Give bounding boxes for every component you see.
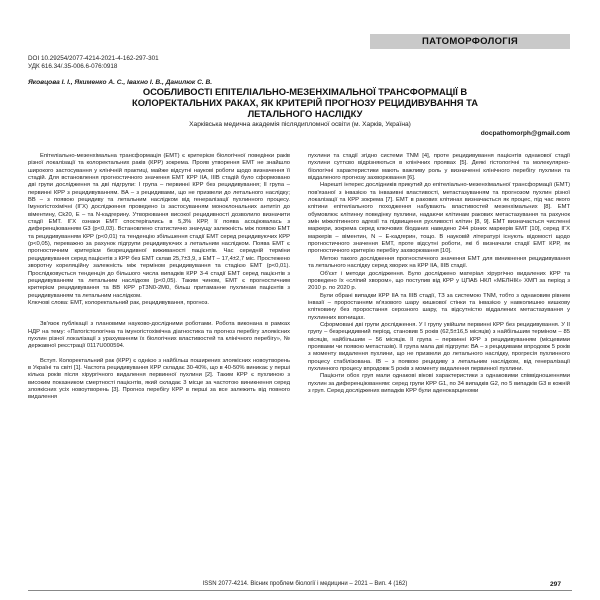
body-paragraph: Були обрані випадки КРР ІІА та ІІІВ стадії, ТЗ за системою TNM, тобто з однаковим рівнем інвазії – проростанням м'язового шару кишкової стінки та інвазією у навколишню кишкову клітковину без проростання серозного шару, та відсутністю віддалених метастазування у пухлинних вогнищах. <box>308 292 570 321</box>
section-header-bar <box>370 34 570 49</box>
keywords-paragraph: Ключові слова: ЕМТ, колоректальний рак, рецидивування, прогноз. <box>28 299 209 306</box>
authors-line: Яковцова І. І., Якименко А. С., Івахно І. В., Данилюк С. В. <box>28 79 213 86</box>
intro-paragraph: Вступ. Колоректальний рак (КРР) є однією з найбільш поширених злоякісних новоутворень в Україні та світі [1]. Частота рецидивування КРР складає 30-40%, що в 40-50% виникає у перші кілька років після хірургічного видалення первинної пухлини [2]. Таким КРР є пухлиною з високим показником смертності пацієнтів, який складає 3 місце за частотою виникнення серед злоякісних усіх новоутворень [3]. Прогноз перебігу КРР в перші за все залежить від повного видалення <box>28 357 290 401</box>
body-paragraph: Сформовані дві групи дослідження. У І групу увійшли первинні КРР без рецидивування. У ІІ групу – безрецидивний період, становив 5 років (62,5±16,5 місяців) з найбільшим терміном – 85 місяців, найбільшим – 56 місяців. ІІ група – первинні КРР з рецидивуванням (місцевими проявами чи появою метастазів). ІІ група мала дві підгрупи: ВА – з рецидивами впродовж 5 років з моменту видалення пухлини, що не призвели до летального наслідку, прогресія пухлинного процесу стабілізована. ІВ – з появою рецидиву з летальним наслідком, від генералізації пухлинного процесу впродовж 5 років з моменту видалення первинної пухлини. <box>308 321 570 372</box>
udk-line: УДК 616.34/.35-006.6-076:0918 <box>28 63 118 70</box>
journal-footer: ISSN 2077-4214. Вісник проблем біології і медицини – 2021 – Вип. 4 (162) <box>202 581 408 587</box>
footer-divider <box>28 590 572 591</box>
contact-email: docpathomorph@gmail.com <box>480 130 570 137</box>
body-paragraph: Пацієнти обох груп мали однакові вікові характеристики з однаковими співвідношеннями пухлин за диференціюванням: серед групи КРР G1, по 34 випадків G2, по 5 випадків G3 в кожній з груп. Серед досліджених випадків КРР були аденокарциноми <box>308 373 570 394</box>
body-paragraph: пухлини та стадії згідно системи TNM [4], проте рецидивування пацієнтів однакової стадії пухлини суттєво відрізняються в клінічних проявах [5]. Деякі гістологічні та молекулярно-біологічні характеристики мають важливу роль у визначенні клінічного перебігу пухлини та віддаленого прогнозу захворювання [6]. <box>308 153 570 182</box>
aim-paragraph: Метою такого дослідження прогностичного значення ЕМТ для виникнення рецидивування та летального наслідку серед хворих на КРР IIА, IIIВ стадії. <box>308 255 570 270</box>
research-link-paragraph: Зв'язок публікації з плановими науково-дослідними роботами. Робота виконана в рамках НДР на тему: «Патогістологічна та імуногістохімічна діагностика та прогноз перебігу злоякісних пухлин різної локалізації з урахуванням їх біологічних властивостей та клінічного перебігу», № державної реєстрації 0117U000594. <box>28 321 290 350</box>
page-number: 297 <box>550 581 562 588</box>
left-column <box>28 153 290 402</box>
affiliation: Харківська медична академія післядипломної освіти (м. Харків, Україна) <box>189 121 411 128</box>
section-title: ПАТОМОРФОЛОГІЯ <box>421 36 519 47</box>
abstract-paragraph: Епітеліально-мезенхімальна трансформація (ЕМТ) є критерієм біологічної поведінки раків різної локалізації та колоректальних раків (КРР) зокрема. Прояв утворення ЕМТ не знайшло широкого застосування у клінічній практиці, майже відсутні наукові роботи щодо визначення її стадій. Для встановлення прогностичного значення ЕМТ КРР IIА, IIIВ стадій було сформовано дві групи дослідження та дві підгрупи: І група – первинні КРР без рецидивування; ІІ група – первинні КРР з рецидивуванням. ВА – з рецидивами, що не призвели до летального наслідку; ВВ – з появою рецидиву та летальним наслідком від генералізації пухлинного процесу. Імуногістохімічні (ІГХ) дослідження проведено із застосуванням моноклональних антитіл до віментину, Ck20, E – та N-кадгерину. Утворювання високої рецидивності дозволило визначити стадії ЕМТ. ІГХ ознаки ЕМТ спостерігались в 5,3% КРР, її поява асоціювалась з диференціюванням G3 (р<0,03). Встановлено статистично значущу залежність між появою ЕМТ та рецидивуванням КРР (р<0,01) та тенденцію збільшення стадії ЕМТ серед рецидивуючих КРР (р<0,05), переважно за рахунок підгрупи рецидивуючих з летальним наслідком. Поява ЕМТ є прогностичним критерієм безрецидивної виживаності пацієнтів. Час середній терміни рецидивування серед пацієнтів з КРР без ЕМТ склав 25,7±3,9, з ЕМТ – 17,4±2,7 міс. Простежено зворотну кореляційну залежність між терміном рецидивування та стадією ЕМТ (р<0,01). Прослідковується тенденція до більшого числа випадків КРР 3-4 стадії ЕМТ серед пацієнтів з рецидивуванням та летальним наслідком (р<0,05). Таким чином, ЕМТ є прогностичним критерієм рецидивування та ВВ КРР рТ3N0-2М0, більш притаманне пухлинам пацієнтів з рецидивуванням та летальним наслідком. <box>28 153 290 299</box>
methods-paragraph: Об'єкт і методи дослідження. Було досліджено матеріал хірургічно видалених КРР та проведено їх «сліпий хвором», що поступив від КРР у ЦПАБ НКЛ «МЕЛНІК» ХМП за період з 2010 р. по 2020 р. <box>308 270 570 292</box>
right-column <box>308 153 570 395</box>
doi-line: DOI 10.29254/2077-4214-2021-4-162-297-301 <box>28 55 159 62</box>
body-paragraph: Нарешті інтерес дослідників прикутий до епітеліально-мезенхімальної трансформації (ЕМТ) пов'язаної з інвазією та інвазивні властивості, метастазуванням та прогнозом пухлин різної локалізації та КРР зокрема [7]. ЕМТ в ракових клітинах визначається як процес, під час якого клітини епітеліального походження набувають властивостей мезенхімальних [8]. ЕМТ обумовлює клітинну поведінку пухлини, надаючи клітинам ракових метастазування та рахунок змін міжклітинного адгезії та підвищення рухливості клітин [8, 9]. ЕМТ визначається численні маркери, зокрема серед ключових біоданих наведено 244 різних маркерів ЕМТ [10], серед ІГХ маркерів – віментин, N – Е-кадгерин, тощо. В науковій літературі існують відомості щодо прогностичного значення ЕМТ, проте відсутні роботи, які б визначали стадії ЕМТ КРР, як прогностичного критерію перебігу захворювання [10]. <box>308 182 570 255</box>
article-title: ОСОБЛИВОСТІ ЕПІТЕЛІАЛЬНО-МЕЗЕНХІМАЛЬНОЇ ТРАНСФОРМАЦІЇ В КОЛОРЕКТАЛЬНИХ РАКАХ, ЯК КРИТЕРІЙ ПРОГНОЗУ РЕЦИДИВУВАННЯ ТА ЛЕТАЛЬНОГО НАСЛІДКУ <box>131 86 479 119</box>
